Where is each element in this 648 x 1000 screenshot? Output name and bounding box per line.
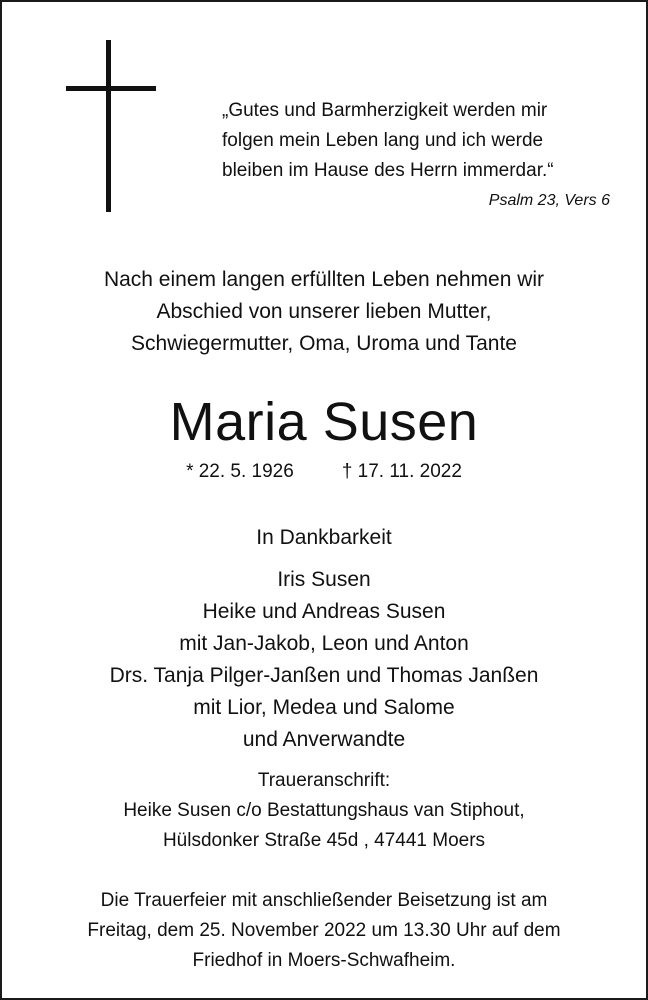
address-line: Heike Susen c/o Bestattungshaus van Stiphout, <box>123 800 525 821</box>
life-dates <box>2 459 646 485</box>
ceremony-line: Die Trauerfeier mit anschließender Beisetzung ist am <box>100 890 548 911</box>
cross-horizontal-bar <box>66 86 156 91</box>
intro-line: Nach einem langen erfüllten Leben nehmen wir <box>103 268 545 291</box>
quote-line: „Gutes und Barmherzigkeit werden mir <box>222 100 548 121</box>
ceremony-line: Freitag, dem 25. November 2022 um 13.30 Uhr auf dem <box>87 920 561 941</box>
address-line: Traueranschrift: <box>257 770 391 791</box>
death-date: † 17. 11. 2022 <box>341 461 462 482</box>
cross-vertical-bar <box>106 40 111 212</box>
mourner-line: mit Lior, Medea und Salome <box>193 696 455 719</box>
mourner-line: Drs. Tanja Pilger-Janßen und Thomas Janßen <box>109 664 539 687</box>
mourner-line: Iris Susen <box>277 568 371 591</box>
birth-date: * 22. 5. 1926 <box>186 461 294 482</box>
mourner-line: Heike und Andreas Susen <box>202 600 446 623</box>
intro-line: Abschied von unserer lieben Mutter, <box>156 300 492 323</box>
quote-citation: Psalm 23, Vers 6 <box>488 192 610 209</box>
quote-line: bleiben im Hause des Herrn immerdar.“ <box>222 160 554 181</box>
deceased-name: Maria Susen <box>169 392 479 452</box>
intro-text <box>2 264 646 360</box>
ceremony-line: Friedhof in Moers-Schwafheim. <box>192 950 456 971</box>
mourning-address <box>2 766 646 856</box>
address-line: Hülsdonker Straße 45d , 47441 Moers <box>162 830 486 851</box>
mourner-line: mit Jan-Jakob, Leon und Anton <box>179 632 469 655</box>
cross-icon <box>66 40 156 212</box>
mourners-list <box>2 522 646 756</box>
mourner-line: und Anverwandte <box>242 728 406 751</box>
intro-line: Schwiegermutter, Oma, Uroma und Tante <box>131 332 517 355</box>
mourners-heading: In Dankbarkeit <box>256 526 392 549</box>
psalm-quote <box>222 96 622 186</box>
quote-line: folgen mein Leben lang und ich werde <box>222 130 544 151</box>
ceremony-info <box>2 886 646 976</box>
